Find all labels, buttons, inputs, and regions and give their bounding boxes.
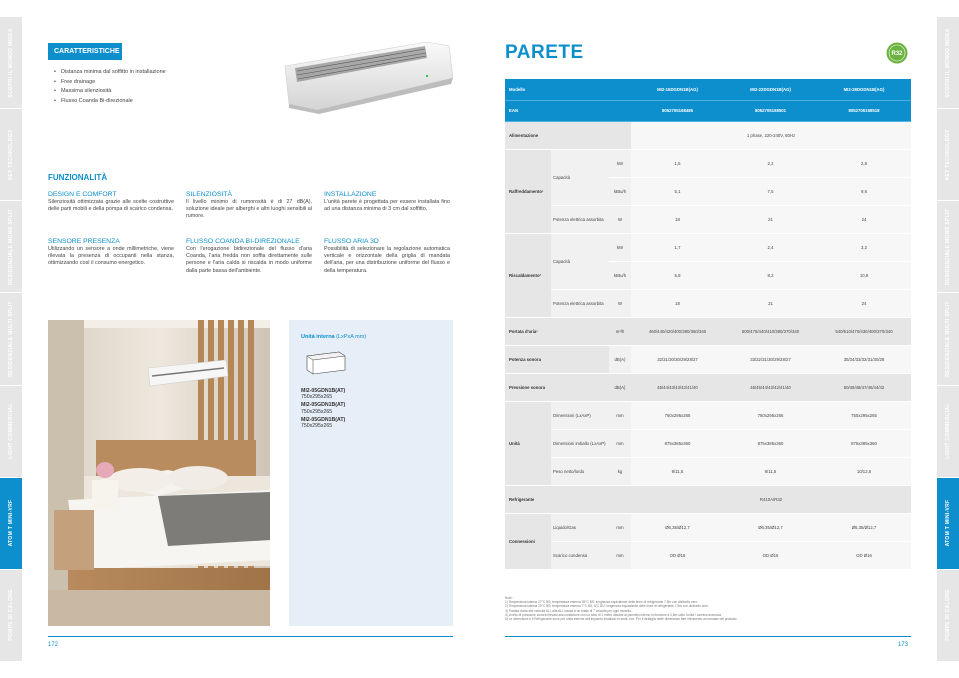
side-tab-residenziale-mono-split[interactable]: [937, 201, 959, 293]
feature-block-silenziosita: [186, 191, 312, 221]
side-tab-key-technology[interactable]: [937, 109, 959, 201]
cell-value: 2,2: [724, 149, 817, 177]
block-title: DESIGN E COMFORT: [48, 191, 117, 198]
side-tab-light-commercial[interactable]: [0, 386, 22, 478]
table-row: [505, 457, 911, 485]
footer-rule-right: [505, 636, 911, 637]
cell-model: MI2-15DGDN1B(AG): [631, 79, 724, 100]
side-tab-label: RESIDENZIALE MONO SPLIT: [945, 208, 951, 285]
table-row: [505, 401, 911, 429]
note-line: 2) Temperatura interna 20°C BS; temperatura esterna 7°C BS, 6°C BU; lunghezza equivalente delle linee di refrigerante 7,5m con dislivello zero.: [505, 604, 709, 609]
spec-table: [505, 79, 911, 570]
cell-value: 46/45/44/43/42/41/40: [724, 373, 817, 401]
table-row: [505, 429, 911, 457]
model-dims: 750x295x265: [301, 408, 333, 415]
page-number-right: 173: [898, 642, 909, 648]
cell-model: MI2-22DGDN1B(AG): [724, 79, 817, 100]
model-dims: 750x295x265: [301, 394, 333, 401]
cell-label: Connessioni: [505, 513, 551, 569]
note-line: 4) Livello di pressione sonora rilevato alla condizione con un tubo di 1 metro davanti al pannello interno in funzione a 0,8m sotto l'unità / camera anecoica.: [505, 612, 722, 617]
cell-label: Portata d'aria³: [505, 317, 609, 345]
cell-unit: mm: [609, 513, 631, 541]
cell-value: 875x385x360: [817, 429, 911, 457]
feature-block-installazione: [324, 191, 450, 213]
model-entry: [301, 388, 345, 400]
cell-value: 10/12,5: [817, 457, 911, 485]
side-tab-label: KEY TECHNOLOGY: [945, 129, 951, 181]
feature-item: • Massima silenziosità: [54, 87, 166, 97]
r32-refrigerant-badge: [884, 42, 910, 64]
cell-value: OD Ø16: [817, 541, 911, 569]
cell-value: Ø6,35/Ø12,7: [817, 513, 911, 541]
side-tab-label: LIGHT COMMERCIAL: [8, 403, 14, 459]
side-tab-scopri-il-mondo-midea[interactable]: [0, 17, 22, 109]
side-tab-residenziale-multi-split[interactable]: [937, 293, 959, 385]
cell-value: 750x295x265: [817, 401, 911, 429]
cell-unit: mm: [609, 429, 631, 457]
side-tab-label: SCOPRI IL MONDO MIDEA: [8, 27, 14, 98]
cell-label: Refrigerante: [505, 485, 631, 513]
cell-unit: mm: [609, 541, 631, 569]
cell-label: Unità: [505, 401, 551, 485]
table-notes: [505, 596, 911, 621]
cell-value: 24: [817, 289, 911, 317]
cell-value: Ø6,35/Ø12,7: [724, 513, 817, 541]
cell-sub: Capacità: [551, 149, 609, 205]
cell-value: 50/49/48/47/46/44/42: [817, 373, 911, 401]
bedroom-photo: [48, 320, 270, 626]
cell-value: 18: [631, 205, 724, 233]
cell-value: 32/31/30/30/29/28/27: [631, 345, 724, 373]
side-tab-residenziale-mono-split[interactable]: [0, 201, 22, 293]
feature-block-coanda: [186, 238, 312, 275]
block-text: Utilizzando un sensore a onde millimetriche, viene rilevata la presenza di occupanti nella stanza, ottimizzando così il consumo energetico.: [48, 246, 174, 267]
cell-value: 9/11,5: [724, 457, 817, 485]
feature-item: • Flusso Coanda Bi-direzionale: [54, 97, 166, 107]
side-tab-key-technology[interactable]: [0, 109, 22, 201]
cell-value: 2,8: [817, 149, 911, 177]
cell-value: 540/510/470/430/400/370/340: [817, 317, 911, 345]
cell-value: 5,8: [631, 261, 724, 289]
feature-item: • Free drainage: [54, 78, 166, 88]
table-row-alimentazione: [505, 121, 911, 149]
table-row-model: [505, 79, 911, 100]
caratteristiche-badge: CARATTERISTICHE: [48, 43, 122, 60]
side-tab-light-commercial[interactable]: [937, 386, 959, 478]
table-row: [505, 233, 911, 261]
cell-value: OD Ø16: [724, 541, 817, 569]
cell-model: MI2-28DGDN1B(AG): [817, 79, 911, 100]
cell-sub: Peso netto/lordo: [551, 457, 609, 485]
cell-label: EAN: [505, 100, 631, 121]
cell-sub: Potenza elettrica assorbita: [551, 289, 609, 317]
cell-value: 750x295x265: [724, 401, 817, 429]
cell-value: 35/34/33/32/31/30/28: [817, 345, 911, 373]
block-text: Con l'erogazione bidirezionale del flusso d'aria Coanda, l'aria fredda non soffia direttamente sulle persone e l'aria calda si riscalda in modo uniforme dalla parte bassa dell'ambiente.: [186, 246, 312, 274]
cell-value: 2,4: [724, 233, 817, 261]
note-line: 3) Portata d'aria alle velocità ALL alta ALL bassa a un totale di 7 velocità per ogni modello.: [505, 608, 632, 613]
block-title: FLUSSO COANDA BI-DIREZIONALE: [186, 238, 300, 245]
side-tab-label: KEY TECHNOLOGY: [8, 129, 14, 181]
block-title: INSTALLAZIONE: [324, 191, 377, 198]
model-entry: [301, 417, 345, 429]
cell-ean: 8052705168518: [817, 100, 911, 121]
side-tab-scopri-il-mondo-midea[interactable]: [937, 17, 959, 109]
cell-sub: Dimensioni imballo (LxAxP): [551, 429, 609, 457]
table-row-refrigerante: [505, 485, 911, 513]
block-title: SILENZIOSITÀ: [186, 191, 233, 198]
page-title: PARETE: [505, 42, 584, 63]
cell-unit: W: [609, 205, 631, 233]
cell-unit: mm: [609, 401, 631, 429]
unit-title-text: Unità interna: [301, 334, 335, 340]
block-text: Il livello minimo di rumorosità è di 27 dB(A), soluzione ideale per alberghi e altri luoghi sensibili al rumore.: [186, 199, 312, 220]
cell-unit: dB(A): [609, 345, 631, 373]
cell-value: 21: [724, 289, 817, 317]
cell-value: 1 phase, 220-240V, 50Hz: [631, 121, 911, 149]
cell-value: 460/440/420/400/380/360/340: [631, 317, 724, 345]
left-side-tabs: [0, 17, 22, 662]
wall-ac-unit-image: [277, 38, 455, 114]
cell-value: 7,5: [724, 177, 817, 205]
model-name: MI2-05GDN1B(AT): [301, 402, 346, 409]
table-row-ean: [505, 100, 911, 121]
table-row: [505, 205, 911, 233]
cell-value: 875x385x360: [724, 429, 817, 457]
indoor-unit-panel: [289, 320, 453, 626]
cell-unit: kW: [609, 233, 631, 261]
footer-rule-left: [48, 636, 453, 637]
table-row-pressione-sonora: [505, 373, 911, 401]
side-tab-label: POMPE DI CALORE: [945, 589, 951, 642]
feature-block-sensore: [48, 238, 174, 268]
cell-value: 1,7: [631, 233, 724, 261]
cell-value: OD Ø16: [631, 541, 724, 569]
cell-ean: 8052705168501: [724, 100, 817, 121]
cell-value: 1,5: [631, 149, 724, 177]
cell-sub: Potenza elettrica assorbita: [551, 205, 609, 233]
cell-value: 9/11,5: [631, 457, 724, 485]
cell-sub: Capacità: [551, 233, 609, 289]
cell-label: Potenza sonora: [505, 345, 609, 373]
model-name: MI2-05GDN1B(AT): [301, 388, 346, 394]
side-tab-atom-t-mini-vrf[interactable]: [937, 478, 959, 570]
cell-value: 18: [631, 289, 724, 317]
cell-value: 8,2: [724, 261, 817, 289]
model-entry: [301, 402, 345, 414]
side-tab-label: POMPE DI CALORE: [8, 589, 14, 642]
note-line: Note:: [505, 596, 513, 600]
feature-item: • Distanza minima dal soffitto in installazione: [54, 68, 166, 78]
cell-value: 33/32/31/30/29/28/27: [724, 345, 817, 373]
cell-value: 9,6: [817, 177, 911, 205]
cell-label: Pressione sonora: [505, 373, 609, 401]
cell-unit: kBtu/h: [609, 261, 631, 289]
table-row: [505, 149, 911, 177]
cell-value: 45/44/43/43/42/41/40: [631, 373, 724, 401]
table-row-portata: [505, 317, 911, 345]
cell-sub: Scarico condensa: [551, 541, 609, 569]
side-tab-residenziale-multi-split[interactable]: [0, 293, 22, 385]
r32-label: R32: [891, 51, 903, 57]
cell-value: 5,1: [631, 177, 724, 205]
side-tab-label: LIGHT COMMERCIAL: [945, 403, 951, 459]
cell-value: 500/475/440/410/380/370/340: [724, 317, 817, 345]
indoor-unit-drawing: [303, 350, 347, 376]
models-list: [301, 388, 345, 431]
cell-label: Modello: [505, 79, 631, 100]
block-text: L'unità parete è progettata per essere installata fino ad una distanza minima di 3 cm dal soffitto.: [324, 199, 450, 213]
cell-unit: kBtu/h: [609, 177, 631, 205]
note-line: 1) Temperatura interna 27°C BS; temperatura esterna 35°C BS; lunghezza equivalente delle linee di refrigerante 7,5m con dislivello zero.: [505, 600, 699, 605]
model-name: MI2-05GDN1B(AT): [301, 416, 346, 423]
cell-label: Raffreddamento¹: [505, 149, 551, 233]
side-tab-pompe-di-calore[interactable]: [0, 570, 22, 662]
feature-block-flusso-3d: [324, 238, 450, 275]
side-tab-pompe-di-calore[interactable]: [937, 570, 959, 662]
cell-value: 750x295x265: [631, 401, 724, 429]
cell-value: 10,9: [817, 261, 911, 289]
side-tab-label: RESIDENZIALE MONO SPLIT: [8, 208, 14, 285]
cell-label: Alimentazione: [505, 121, 631, 149]
cell-unit: kW: [609, 149, 631, 177]
side-tab-label: RESIDENZIALE MULTI SPLIT: [945, 301, 951, 377]
cell-value: 3,2: [817, 233, 911, 261]
unit-panel-title: [301, 334, 366, 340]
page-number-left: 172: [48, 642, 59, 648]
table-row: [505, 289, 911, 317]
side-tab-atom-t-mini-vrf[interactable]: [0, 478, 22, 570]
cell-unit: m³/h: [609, 317, 631, 345]
cell-sub: Liquido/Gas: [551, 513, 609, 541]
cell-unit: kg: [609, 457, 631, 485]
cell-value: 875x385x360: [631, 429, 724, 457]
side-tab-label: ATOM T MINI-VRF: [945, 499, 951, 547]
table-row: [505, 513, 911, 541]
table-row: [505, 541, 911, 569]
table-row-potenza-sonora: [505, 345, 911, 373]
side-tab-label: ATOM T MINI-VRF: [8, 499, 14, 547]
side-tab-label: SCOPRI IL MONDO MIDEA: [945, 27, 951, 98]
feature-block-design: [48, 191, 174, 213]
note-line: 5) Le dimensioni e il Refrigerante sono per unità esterne dell'impianto installato in serie, ecc. Per il dettaglio delle dimensioni fare riferimento al manuale del prodotto.: [505, 617, 738, 622]
cell-ean: 8052705168485: [631, 100, 724, 121]
block-title: SENSORE PRESENZA: [48, 238, 120, 245]
cell-value: 24: [817, 205, 911, 233]
side-tab-label: RESIDENZIALE MULTI SPLIT: [8, 301, 14, 377]
unit-dims-text: (LxPxA mm): [336, 334, 367, 340]
cell-label: Riscaldamento²: [505, 233, 551, 317]
cell-sub: Dimensioni (LxAxP): [551, 401, 609, 429]
model-dims: 750x295x265: [301, 423, 333, 430]
cell-value: Ø6,35/Ø12,7: [631, 513, 724, 541]
block-text: Possibilità di selezionare la regolazione automatica verticale e orizzontale della griglia di mandata dell'aria, per una distribuzione uniforme del flusso e della temperatura.: [324, 246, 450, 274]
block-title: FLUSSO ARIA 3D: [324, 238, 379, 245]
funzionalita-title: FUNZIONALITÀ: [48, 173, 108, 182]
cell-value: 21: [724, 205, 817, 233]
cell-unit: dB(A): [609, 373, 631, 401]
block-text: Silenziosità ottimizzata grazie alle scelte costruttive delle parti mobili e della pompa di scarico condensa.: [48, 199, 174, 213]
right-side-tabs: [937, 17, 959, 662]
cell-value: R410A/R32: [631, 485, 911, 513]
features-list: [54, 68, 166, 106]
cell-unit: W: [609, 289, 631, 317]
